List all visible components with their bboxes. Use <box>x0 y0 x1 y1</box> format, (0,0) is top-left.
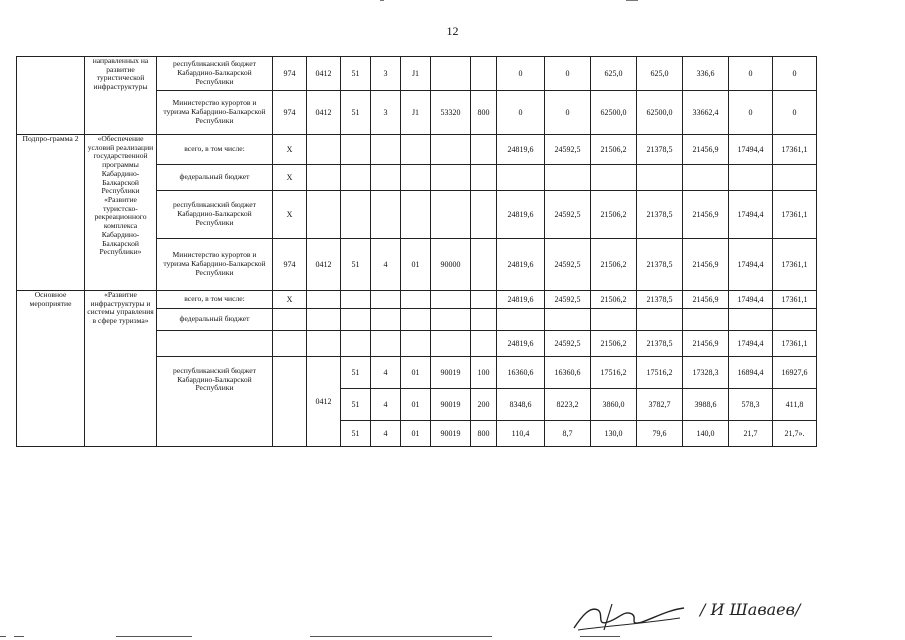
scan-mark <box>380 0 384 1</box>
cell-source: Министерство курортов и туризма Кабардино-Балкарской Республики <box>157 91 273 135</box>
cell-csr-direction: 90000 <box>431 239 471 291</box>
cell-value: 24819,6 <box>497 135 545 165</box>
cell-value: 21456,9 <box>683 239 729 291</box>
cell-value: 17361,1 <box>773 239 817 291</box>
cell-csr-subprogram <box>371 165 401 191</box>
cell-value: 17361,1 <box>773 135 817 165</box>
cell-csr-measure <box>401 165 431 191</box>
cell-value: 24819,6 <box>497 239 545 291</box>
cell-value: 62500,0 <box>591 91 637 135</box>
cell-csr-subprogram <box>371 309 401 331</box>
cell-vr: 800 <box>471 91 497 135</box>
cell-value <box>773 309 817 331</box>
cell-vr <box>471 165 497 191</box>
cell-source: федеральный бюджет <box>157 165 273 191</box>
cell-value: 17494,4 <box>729 239 773 291</box>
cell-vr <box>471 239 497 291</box>
signature-text: / И Шаваев/ <box>700 600 801 619</box>
cell-csr-measure: 01 <box>401 421 431 447</box>
cell-csr-measure: J1 <box>401 57 431 91</box>
cell-csr-measure <box>401 291 431 309</box>
cell-value: 33662,4 <box>683 91 729 135</box>
cell-value: 17328,3 <box>683 357 729 389</box>
cell-value: 21378,5 <box>637 135 683 165</box>
cell-value: 16894,4 <box>729 357 773 389</box>
cell-value: 17516,2 <box>637 357 683 389</box>
cell-csr-program: 51 <box>341 239 371 291</box>
page-number: 12 <box>446 24 459 38</box>
cell-csr-measure: J1 <box>401 91 431 135</box>
cell-rzpr: 0412 <box>307 239 341 291</box>
cell-value <box>637 165 683 191</box>
cell-value <box>773 165 817 191</box>
footer-rule <box>0 636 6 637</box>
cell-grbs: 974 <box>273 91 307 135</box>
cell-csr-direction <box>431 331 471 357</box>
cell-value: 0 <box>545 57 591 91</box>
cell-source: всего, в том числе: <box>157 291 273 309</box>
cell-value <box>729 165 773 191</box>
cell-csr-direction: 90019 <box>431 357 471 389</box>
cell-value: 3782,7 <box>637 389 683 421</box>
cell-value: 24592,5 <box>545 191 591 239</box>
cell-rzpr <box>307 291 341 309</box>
cell-value: 24592,5 <box>545 135 591 165</box>
cell-rzpr <box>307 135 341 165</box>
cell-value: 17494,4 <box>729 135 773 165</box>
cell-csr-program: 51 <box>341 421 371 447</box>
cell-vr: 100 <box>471 357 497 389</box>
cell-value: 24819,6 <box>497 191 545 239</box>
cell-value: 21456,9 <box>683 135 729 165</box>
cell-value: 110,4 <box>497 421 545 447</box>
cell-value: 0 <box>729 91 773 135</box>
cell-csr-subprogram: 3 <box>371 91 401 135</box>
cell-program-name: «Обеспечение условий реализации государственной программы Кабардино-Балкарской Республики «Развитие туристско-рекреационного комплекса Кабардино-Балкарской Республики» <box>85 135 157 291</box>
cell-value: 625,0 <box>637 57 683 91</box>
cell-grbs: X <box>273 291 307 309</box>
cell-value: 0 <box>497 57 545 91</box>
cell-value: 3860,0 <box>591 389 637 421</box>
cell-value: 21378,5 <box>637 239 683 291</box>
footer-rule <box>14 636 24 637</box>
cell-csr-direction: 90019 <box>431 389 471 421</box>
cell-value: 3988,6 <box>683 389 729 421</box>
cell-vr <box>471 191 497 239</box>
cell-csr-program: 51 <box>341 57 371 91</box>
cell-grbs <box>273 357 307 447</box>
cell-csr-direction <box>431 291 471 309</box>
footer-rule <box>310 636 492 637</box>
cell-value: 21506,2 <box>591 135 637 165</box>
cell-value: 16927,6 <box>773 357 817 389</box>
cell-value: 21378,5 <box>637 291 683 309</box>
cell-value: 79,6 <box>637 421 683 447</box>
cell-grbs: 974 <box>273 57 307 91</box>
cell-vr <box>471 57 497 91</box>
cell-value <box>591 309 637 331</box>
cell-csr-subprogram <box>371 135 401 165</box>
footer-rule <box>116 636 192 637</box>
table-row <box>17 57 817 91</box>
cell-value: 8223,2 <box>545 389 591 421</box>
cell-value <box>683 309 729 331</box>
cell-rzpr <box>307 191 341 239</box>
cell-source <box>157 331 273 357</box>
cell-value: 21456,9 <box>683 291 729 309</box>
cell-value <box>637 309 683 331</box>
cell-csr-direction: 90019 <box>431 421 471 447</box>
cell-csr-measure <box>401 309 431 331</box>
cell-csr-program <box>341 291 371 309</box>
cell-value: 140,0 <box>683 421 729 447</box>
cell-value: 62500,0 <box>637 91 683 135</box>
cell-csr-subprogram <box>371 191 401 239</box>
cell-value: 625,0 <box>591 57 637 91</box>
cell-vr <box>471 291 497 309</box>
cell-csr-program: 51 <box>341 357 371 389</box>
cell-csr-program <box>341 165 371 191</box>
cell-value: 24819,6 <box>497 291 545 309</box>
cell-csr-program <box>341 309 371 331</box>
cell-grbs: X <box>273 165 307 191</box>
cell-vr: 200 <box>471 389 497 421</box>
cell-rzpr: 0412 <box>307 91 341 135</box>
cell-grbs <box>273 309 307 331</box>
cell-csr-direction <box>431 165 471 191</box>
cell-csr-subprogram: 4 <box>371 421 401 447</box>
cell-value: 0 <box>729 57 773 91</box>
cell-csr-program <box>341 191 371 239</box>
scan-mark <box>626 0 638 1</box>
cell-value <box>497 165 545 191</box>
cell-value <box>591 165 637 191</box>
cell-rzpr <box>307 165 341 191</box>
cell-source: Министерство курортов и туризма Кабардино-Балкарской Республики <box>157 239 273 291</box>
cell-value <box>683 165 729 191</box>
cell-csr-subprogram: 4 <box>371 389 401 421</box>
cell-value: 0 <box>773 57 817 91</box>
cell-csr-direction <box>431 191 471 239</box>
cell-csr-direction <box>431 309 471 331</box>
cell-source: республиканский бюджет Кабардино-Балкарской Республики <box>157 357 273 447</box>
cell-csr-measure <box>401 191 431 239</box>
cell-csr-measure: 01 <box>401 389 431 421</box>
cell-value: 21506,2 <box>591 239 637 291</box>
cell-value: 21378,5 <box>637 191 683 239</box>
cell-csr-program: 51 <box>341 389 371 421</box>
cell-csr-subprogram: 4 <box>371 357 401 389</box>
cell-value: 24592,5 <box>545 239 591 291</box>
cell-value: 0 <box>497 91 545 135</box>
cell-grbs: 974 <box>273 239 307 291</box>
cell-value <box>497 309 545 331</box>
cell-csr-program <box>341 135 371 165</box>
cell-vr <box>471 309 497 331</box>
cell-value: 130,0 <box>591 421 637 447</box>
cell-value: 17494,4 <box>729 331 773 357</box>
cell-value: 21506,2 <box>591 331 637 357</box>
cell-status <box>17 57 85 135</box>
cell-value: 17516,2 <box>591 357 637 389</box>
cell-value: 21,7». <box>773 421 817 447</box>
cell-value: 578,3 <box>729 389 773 421</box>
cell-csr-measure: 01 <box>401 357 431 389</box>
cell-source: всего, в том числе: <box>157 135 273 165</box>
cell-value <box>729 309 773 331</box>
cell-value <box>545 309 591 331</box>
cell-csr-measure <box>401 331 431 357</box>
cell-vr <box>471 135 497 165</box>
cell-csr-subprogram: 3 <box>371 57 401 91</box>
cell-source: республиканский бюджет Кабардино-Балкарской Республики <box>157 57 273 91</box>
table-row <box>17 135 817 165</box>
cell-value: 24592,5 <box>545 291 591 309</box>
cell-rzpr: 0412 <box>307 357 341 447</box>
cell-csr-subprogram <box>371 331 401 357</box>
cell-value: 24592,5 <box>545 331 591 357</box>
cell-value: 21506,2 <box>591 291 637 309</box>
cell-value: 0 <box>773 91 817 135</box>
cell-value: 8,7 <box>545 421 591 447</box>
cell-vr <box>471 331 497 357</box>
cell-csr-direction: 53320 <box>431 91 471 135</box>
cell-value: 21456,9 <box>683 331 729 357</box>
cell-program-name: направленных на развитие туристической инфраструктуры <box>85 57 157 135</box>
cell-grbs <box>273 331 307 357</box>
cell-value: 411,8 <box>773 389 817 421</box>
cell-value: 24819,6 <box>497 331 545 357</box>
footer-rule <box>580 636 620 637</box>
cell-rzpr <box>307 309 341 331</box>
cell-value: 17494,4 <box>729 191 773 239</box>
cell-csr-measure: 01 <box>401 239 431 291</box>
cell-status: Подпро-грамма 2 <box>17 135 85 291</box>
table-row <box>17 291 817 309</box>
cell-value: 21378,5 <box>637 331 683 357</box>
cell-value: 17361,1 <box>773 331 817 357</box>
cell-csr-measure <box>401 135 431 165</box>
cell-value: 21506,2 <box>591 191 637 239</box>
cell-value: 17494,4 <box>729 291 773 309</box>
cell-grbs: X <box>273 191 307 239</box>
cell-rzpr: 0412 <box>307 57 341 91</box>
cell-value: 21456,9 <box>683 191 729 239</box>
cell-csr-program <box>341 331 371 357</box>
cell-value: 16360,6 <box>545 357 591 389</box>
cell-vr: 800 <box>471 421 497 447</box>
cell-value: 0 <box>545 91 591 135</box>
cell-csr-direction <box>431 135 471 165</box>
cell-rzpr <box>307 331 341 357</box>
cell-value: 336,6 <box>683 57 729 91</box>
cell-csr-subprogram: 4 <box>371 239 401 291</box>
cell-program-name: «Развитие инфраструктуры и системы управления в сфере туризма» <box>85 291 157 447</box>
cell-source: федеральный бюджет <box>157 309 273 331</box>
budget-table <box>16 56 817 447</box>
cell-value: 16360,6 <box>497 357 545 389</box>
cell-grbs: X <box>273 135 307 165</box>
cell-value: 17361,1 <box>773 291 817 309</box>
cell-csr-program: 51 <box>341 91 371 135</box>
cell-csr-subprogram <box>371 291 401 309</box>
cell-value: 17361,1 <box>773 191 817 239</box>
cell-csr-direction <box>431 57 471 91</box>
cell-value: 21,7 <box>729 421 773 447</box>
cell-status: Основное мероприятие <box>17 291 85 447</box>
cell-source: республиканский бюджет Кабардино-Балкарской Республики <box>157 191 273 239</box>
cell-value: 8348,6 <box>497 389 545 421</box>
cell-value <box>545 165 591 191</box>
